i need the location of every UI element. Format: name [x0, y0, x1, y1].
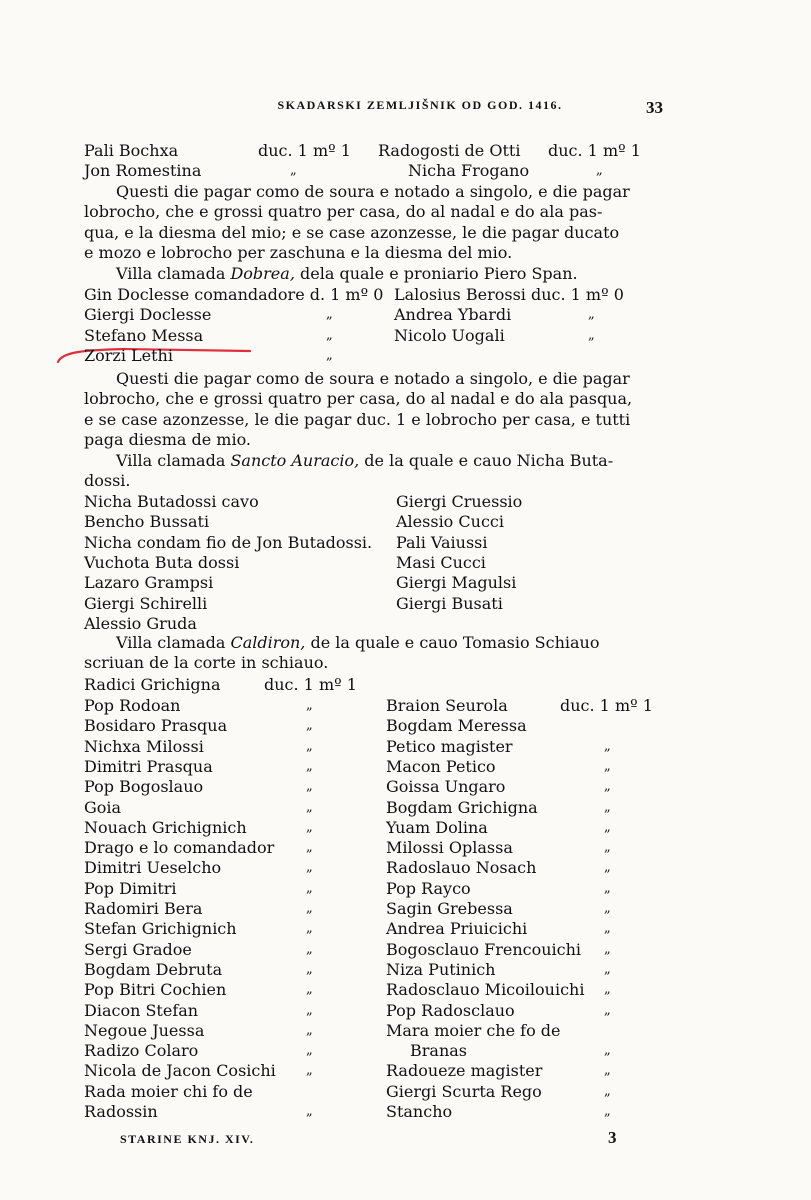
name-left: Zorzi Lethi [84, 345, 173, 365]
ditto-left: „ [306, 1104, 313, 1119]
ditto-left: „ [306, 982, 313, 998]
register-row [0, 594, 811, 614]
value-right: „ [604, 860, 611, 876]
name-left: Nicha Butadossi cavo [84, 492, 259, 511]
villa-prefix: Villa clamada [116, 264, 231, 283]
ditto-left: „ [326, 307, 333, 323]
name-left: Radici Grichigna [84, 675, 221, 694]
name-left: Alessio Gruda [84, 613, 197, 633]
register-row [0, 553, 811, 573]
villa-suffix: dela quale e proniario Piero Span. [294, 264, 578, 283]
paragraph-line: Questi die pagar como de soura e notado a singolo, e die pagar [116, 182, 630, 201]
paragraph-line: Questi die pagar como de soura e notado a singolo, e die pagar [116, 369, 630, 388]
ditto-left: „ [306, 1022, 313, 1038]
ditto-left: „ [306, 738, 313, 754]
name-right: Nicha Frogano [408, 161, 530, 181]
villa-name: Dobrea, [230, 264, 295, 283]
name-left: Rada moier chi fo de [84, 1081, 253, 1101]
paragraph-line: paga diesma de mio. [84, 429, 252, 449]
value-right: duc. 1 mº 1 [560, 696, 653, 715]
value-right: „ [604, 921, 611, 937]
ditto-left: „ [326, 347, 333, 363]
name-right: Giergi Magulsi [396, 573, 517, 593]
value-right: „ [604, 880, 611, 896]
villa-heading-continued [0, 471, 811, 491]
name-right: Yuam Dolina [386, 817, 488, 837]
register-row [0, 1102, 811, 1122]
name-left: Pop Bitri Cochien [84, 980, 227, 1000]
ditto-left: „ [306, 840, 313, 856]
register-row [0, 492, 811, 512]
name-right: Braion Seurola [386, 696, 508, 715]
register-row [0, 533, 811, 553]
register-row [0, 838, 811, 858]
name-right: Nicolo Uogali [394, 325, 505, 345]
ditto-left: „ [326, 327, 333, 343]
villa-prefix: Villa clamada [116, 633, 231, 652]
value-right: „ [604, 1043, 611, 1059]
register-row [0, 1061, 811, 1081]
name-right: Giergi Busati [396, 593, 503, 613]
value-right: „ [604, 819, 611, 835]
name-right: Bogdam Meressa [386, 716, 527, 736]
name-right: Radosclauo Micoilouichi [386, 980, 585, 1000]
register-row [0, 960, 811, 980]
paragraph-line: e mozo e lobrocho per zaschuna e la diesma del mio. [84, 242, 513, 262]
name-right: Bogdam Grichigna [386, 797, 538, 817]
register-row [0, 940, 811, 960]
value-right: „ [604, 982, 611, 998]
ditto-left: „ [306, 819, 313, 835]
value-right: „ [604, 779, 611, 795]
paragraph [84, 369, 632, 450]
register-row [0, 899, 811, 919]
villa-name: Sancto Auracio, [230, 451, 360, 470]
value-right: „ [604, 840, 611, 856]
register-row [0, 980, 811, 1000]
name-right: Milossi Oplassa [386, 838, 513, 858]
name-left: Bencho Bussati [84, 512, 210, 532]
ditto-left: „ [306, 1043, 313, 1059]
name-left: Vuchota Buta dossi [84, 552, 240, 572]
name-right: Goissa Ungaro [386, 777, 506, 797]
ditto-left: „ [306, 961, 313, 977]
name-left: Bosidaro Prasqua [84, 716, 228, 736]
footer-journal: STARINE KNJ. XIV. [120, 1132, 255, 1146]
villa-heading [0, 633, 811, 653]
name-right: Giergi Cruessio [396, 492, 523, 511]
name-left: Bogdam Debruta [84, 959, 223, 979]
name-left: Pop Bogoslauo [84, 777, 204, 797]
name-left: Negoue Juessa [84, 1020, 205, 1040]
register-row [0, 879, 811, 899]
name-right: Sagin Grebessa [386, 899, 513, 918]
paragraph-line: e se case azonzesse, le die pagar duc. 1 e lobrocho per casa, e tutti [84, 409, 631, 429]
value-right: „ [604, 738, 611, 754]
name-right: Lalosius Berossi duc. 1 mº 0 [394, 285, 624, 304]
name-right: Radoueze magister [386, 1061, 543, 1081]
name-right: Petico magister [386, 736, 513, 756]
register-row [0, 1082, 811, 1102]
name-left: Drago e lo comandador [84, 838, 275, 858]
name-left: Nicola de Jacon Cosichi [84, 1061, 276, 1081]
paragraph [84, 182, 630, 263]
ditto-left: „ [306, 860, 313, 876]
value-left: „ [290, 163, 297, 179]
register-row [0, 696, 811, 716]
paragraph-line: lobrocho, che e grossi quatro per casa, do al nadal e do ala pasqua, [84, 389, 633, 409]
name-right: Macon Petico [386, 756, 496, 776]
ditto-right: „ [588, 327, 595, 343]
villa-suffix: de la quale e cauo Nicha Buta- [359, 451, 614, 470]
villa-heading-text [116, 451, 613, 471]
register-row [0, 777, 811, 797]
register-row [0, 1041, 811, 1061]
name-left: Giergi Schirelli [84, 593, 208, 613]
value-right: „ [596, 163, 603, 179]
register-row [0, 512, 811, 532]
name-left: Radizo Colaro [84, 1041, 199, 1061]
value-right: „ [604, 1002, 611, 1018]
villa-heading [0, 264, 811, 284]
value-right: „ [604, 1104, 611, 1119]
name-left: Diacon Stefan [84, 1000, 199, 1020]
register-row [0, 305, 811, 325]
ditto-left: „ [306, 921, 313, 937]
paragraph-line: lobrocho, che e grossi quatro per casa, do al nadal e do ala pas- [84, 202, 603, 222]
register-row [0, 919, 811, 939]
villa-heading-continued [0, 653, 811, 673]
name-left: Nouach Grichignich [84, 817, 247, 837]
ditto-left: „ [306, 1063, 313, 1079]
register-row [0, 326, 811, 346]
register-row [0, 858, 811, 878]
ditto-left: „ [306, 718, 313, 734]
register-row [0, 675, 811, 695]
register-row [0, 346, 811, 366]
villa-suffix: de la quale e cauo Tomasio Schiauo [305, 633, 600, 652]
value-right: duc. 1 mº 1 [548, 141, 641, 160]
footer-signature: 3 [608, 1128, 617, 1147]
villa-prefix: Villa clamada [116, 451, 231, 470]
name-right: Alessio Cucci [396, 512, 504, 532]
name-left: Pali Bochxa [84, 141, 179, 160]
villa-name: Caldiron, [230, 633, 306, 652]
ditto-left: „ [306, 1002, 313, 1018]
page-number: 33 [646, 98, 663, 117]
name-right: Stancho [386, 1102, 453, 1121]
register-row [0, 141, 811, 161]
name-right: Andrea Priuicichi [386, 919, 528, 939]
name-left: Sergi Gradoe [84, 939, 192, 959]
name-right: Andrea Ybardi [394, 305, 512, 325]
name-left: Jon Romestina [84, 161, 202, 181]
ditto-right: „ [588, 307, 595, 323]
name-right: Branas [410, 1041, 467, 1061]
register-row [0, 798, 811, 818]
ditto-left: „ [306, 698, 313, 713]
villa-heading [0, 451, 811, 471]
value-left: duc. 1 mº 1 [264, 675, 357, 694]
value-right: „ [604, 901, 611, 916]
villa-heading-line2: dossi. [84, 471, 131, 491]
register-row [0, 757, 811, 777]
ditto-left: „ [306, 941, 313, 957]
ditto-left: „ [306, 799, 313, 815]
villa-heading-text [116, 633, 600, 653]
register-row [0, 1021, 811, 1041]
value-right: „ [604, 758, 611, 774]
ditto-left: „ [306, 779, 313, 795]
value-right: „ [604, 941, 611, 957]
name-left: Goia [84, 797, 122, 817]
name-left: Dimitri Prasqua [84, 756, 213, 776]
name-right: Masi Cucci [396, 552, 486, 572]
name-right: Radogosti de Otti [378, 141, 521, 160]
name-left: Giergi Doclesse [84, 305, 212, 325]
register-row [0, 818, 811, 838]
ditto-left: „ [306, 901, 313, 916]
villa-heading-line2: scriuan de la corte in schiauo. [84, 653, 329, 673]
register-row [0, 614, 811, 634]
name-left: Pop Dimitri [84, 878, 177, 898]
name-left: Stefano Messa [84, 325, 204, 345]
name-left: Gin Doclesse comandadore d. 1 mº 0 [84, 285, 384, 304]
villa-heading-text [116, 264, 578, 284]
name-right: Giergi Scurta Rego [386, 1081, 542, 1101]
register-row [0, 1001, 811, 1021]
name-right: Mara moier che fo de [386, 1020, 561, 1040]
running-header: SKADARSKI ZEMLJIŠNIK OD GOD. 1416. [277, 98, 563, 112]
ditto-left: „ [306, 880, 313, 896]
paragraph-line: qua, e la diesma del mio; e se case azonzesse, le die pagar ducato [84, 222, 620, 242]
ditto-left: „ [306, 758, 313, 774]
name-left: Radomiri Bera [84, 899, 203, 918]
name-left: Dimitri Ueselcho [84, 858, 222, 878]
name-left: Nicha condam fio de Jon Butadossi. [84, 532, 373, 552]
name-left: Pop Rodoan [84, 696, 181, 715]
register-row [0, 285, 811, 305]
value-right: „ [604, 1083, 611, 1099]
register-row [0, 573, 811, 593]
value-right: „ [604, 961, 611, 977]
name-left: Lazaro Grampsi [84, 573, 214, 593]
name-right: Bogosclauo Frencouichi [386, 939, 582, 959]
name-right: Niza Putinich [386, 959, 496, 979]
register-row [0, 716, 811, 736]
register-row [0, 161, 811, 181]
name-left: Nichxa Milossi [84, 736, 204, 756]
value-right: „ [604, 799, 611, 815]
name-right: Pop Radosclauo [386, 1000, 515, 1020]
value-right: „ [604, 1063, 611, 1079]
name-right: Pali Vaiussi [396, 532, 488, 552]
register-row [0, 737, 811, 757]
value-left: duc. 1 mº 1 [258, 141, 351, 160]
name-right: Pop Rayco [386, 878, 471, 898]
name-left: Radossin [84, 1102, 158, 1121]
name-right: Radoslauo Nosach [386, 858, 537, 878]
name-left: Stefan Grichignich [84, 919, 237, 939]
